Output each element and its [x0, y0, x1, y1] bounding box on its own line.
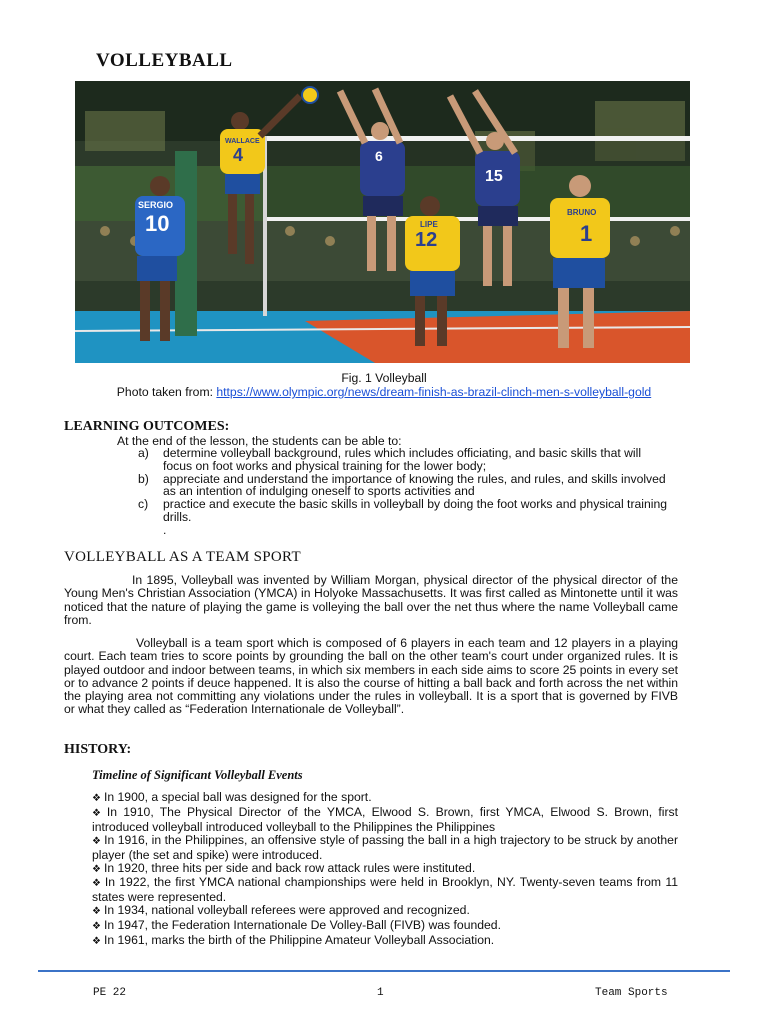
bullet-icon: ❖ [92, 835, 102, 847]
learning-outcomes-heading: LEARNING OUTCOMES: [64, 419, 230, 434]
jersey-number-6: 6 [375, 148, 383, 164]
learning-outcomes-list [138, 447, 668, 524]
bullet-icon: ❖ [92, 878, 102, 890]
timeline-text: In 1922, the first YMCA national championships were held in Brooklyn, NY. Twenty-seven teams from 11 states were represented. [92, 875, 678, 905]
list-item [138, 473, 668, 499]
timeline-item [92, 791, 678, 806]
jersey-number-15: 15 [485, 168, 503, 185]
list-item-text: appreciate and understand the importance of knowing the rules, and rules, and skills involved as an intention of indulging oneself to sports activities and [163, 471, 666, 499]
photo-credit-prefix: Photo taken from: [116, 385, 217, 399]
list-item-letter: b) [138, 471, 149, 486]
timeline-text: In 1916, in the Philippines, an offensive style of passing the ball in a high trajectory to be struck by another player (the set and spike) were introduced. [92, 832, 679, 862]
timeline-item [92, 806, 678, 834]
list-item-text: practice and execute the basic skills in volleyball by doing the foot works and physical training drills. [163, 497, 668, 524]
paragraph-text: In 1895, Volleyball was invented by William Morgan, physical director of the physical director of the Young Men's Christian Association (YMCA) in Holyoke Massachusetts. It was first called as Mintonette until it was noticed that the nature of playing the game is volleying the ball over the net thus where the name Volleyball came from. [64, 573, 678, 627]
team-sport-paragraph-1 [64, 574, 678, 627]
document-title: VOLLEYBALL [96, 50, 233, 71]
jersey-number-4: 4 [233, 145, 244, 165]
timeline-item [92, 862, 678, 877]
list-item-letter: a) [138, 446, 149, 460]
bullet-icon: ❖ [92, 863, 101, 875]
list-item [138, 498, 668, 524]
photo-credit [0, 385, 768, 399]
timeline-text: In 1934, national volleyball referees were approved and recognized. [103, 903, 470, 918]
list-item [138, 447, 668, 473]
team-sport-heading: VOLLEYBALL AS A TEAM SPORT [64, 549, 301, 565]
jersey-name-wallace: WALLACE [225, 138, 260, 145]
footer-course-code: PE 22 [93, 987, 127, 999]
bullet-icon: ❖ [92, 906, 101, 918]
list-item-text: determine volleyball background, rules which includes officiating, and basic skills that will focus on foot works and physical training for the lower body; [163, 446, 642, 473]
figure-caption: Fig. 1 Volleyball [341, 371, 427, 385]
timeline-text: In 1900, a special ball was designed for the sport. [103, 790, 372, 804]
timeline-text: In 1961, marks the birth of the Philippine Amateur Volleyball Association. [103, 933, 495, 948]
timeline-text: In 1920, three hits per side and back row attack rules were instituted. [103, 860, 476, 875]
timeline-text: In 1947, the Federation Internationale De Volley-Ball (FIVB) was founded. [103, 918, 501, 933]
jersey-name-bruno: BRUNO [567, 208, 597, 217]
team-sport-paragraph-2 [64, 637, 678, 717]
footer-page-number: 1 [377, 987, 384, 999]
volleyball-photo [75, 81, 690, 363]
timeline-item [92, 934, 678, 949]
jersey-name-sergio: SERGIO [138, 200, 174, 210]
jersey-number-1: 1 [580, 221, 593, 246]
timeline-item [92, 876, 678, 904]
learning-outcomes-intro: At the end of the lesson, the students can be able to: [117, 434, 402, 448]
bullet-icon: ❖ [92, 793, 101, 804]
timeline-item [92, 904, 678, 919]
photo-source-link[interactable]: https://www.olympic.org/news/dream-finish-as-brazil-clinch-men-s-volleyball-gold [216, 385, 652, 399]
timeline-item [92, 919, 678, 934]
paragraph-text: Volleyball is a team sport which is composed of 6 players in each team and 12 players in a playing court. Each team tries to score points by grounding the ball on the other team's court under organized rules. It is played outdoor and indoor between teams, in which six members in each side aims to score 25 points in every set or to advance 2 points if deuce happened. It is also the course of hitting a ball back and forth across the net within the playing area not committing any violations under the rules in volleyball. It is a sport that is governed by FIVB or what they called as “Federation Internationale de Volleyball”. [64, 636, 678, 717]
bullet-icon: ❖ [92, 936, 101, 948]
footer-divider [38, 970, 730, 972]
figure-caption-block [0, 371, 768, 399]
bullet-icon: ❖ [92, 921, 101, 933]
history-heading: HISTORY: [64, 742, 132, 757]
jersey-number-10: 10 [145, 211, 170, 236]
list-item-letter: c) [138, 497, 149, 512]
bullet-icon: ❖ [92, 807, 104, 819]
timeline-item [92, 834, 678, 862]
jersey-name-lipe: LIPE [420, 220, 438, 229]
timeline-list [92, 791, 678, 949]
timeline-title: Timeline of Significant Volleyball Events [92, 768, 303, 782]
footer-section-title: Team Sports [595, 987, 668, 999]
timeline-text: In 1910, The Physical Director of the YMCA, Elwood S. Brown, first YMCA, Elwood S. Brown, first introduced volleyball introduced volleyball to the Philippines the Philippines [92, 804, 678, 834]
trailing-period: . [163, 523, 167, 537]
jersey-number-12: 12 [415, 229, 438, 251]
